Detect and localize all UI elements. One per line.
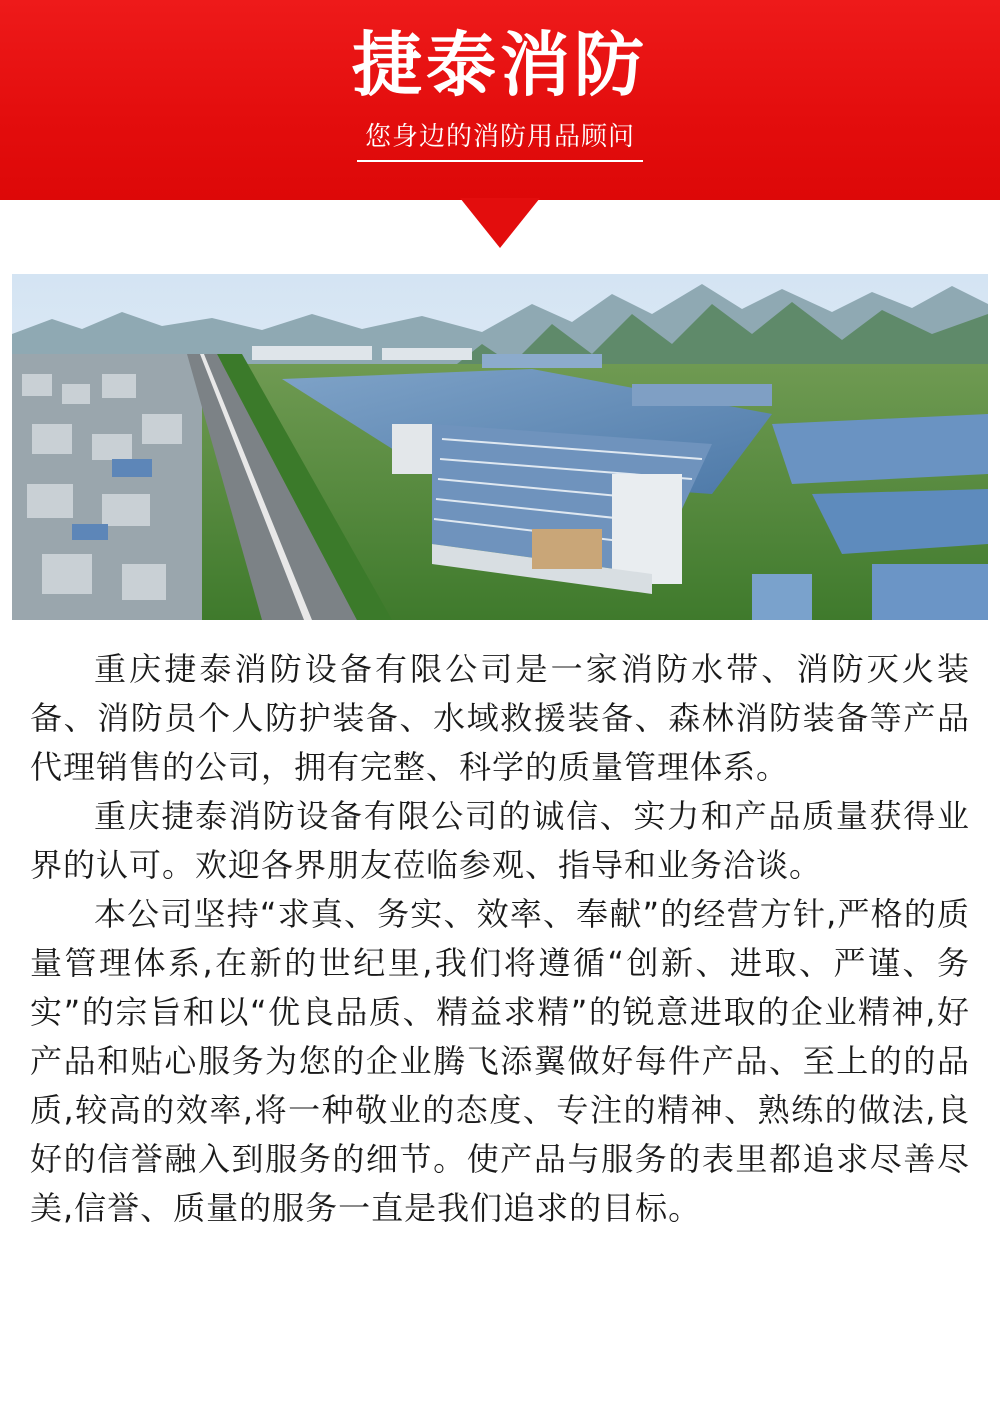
header-pointer-triangle [460,198,540,248]
tagline-wrap [0,118,1000,162]
photo-illustration [12,274,988,620]
company-intro [30,645,970,1233]
intro-paragraph: 重庆捷泰消防设备有限公司的诚信、实力和产品质量获得业界的认可。欢迎各界朋友莅临参观、指导和业务洽谈。 [30,797,970,884]
intro-paragraph: 重庆捷泰消防设备有限公司是一家消防水带、消防灭火装备、消防员个人防护装备、水域救援装备、森林消防装备等产品代理销售的公司，拥有完整、科学的质量管理体系。 [30,650,970,786]
tagline: 您身边的消防用品顾问 [357,118,643,162]
header-banner [0,0,1000,200]
brand-title: 捷泰消防 [352,24,648,106]
intro-paragraph: 本公司坚持“求真、务实、效率、奉献”的经营方针,严格的质量管理体系,在新的世纪里,我们将遵循“创新、进取、严谨、务实”的宗旨和以“优良品质、精益求精”的锐意进取的企业精神,好产品和贴心服务为您的企业腾飞添翼做好每件产品、至上的的品质,较高的效率,将一种敬业的态度、专注的精神、熟练的做法,良好的信誉融入到服务的细节。使产品与服务的表里都追求尽善尽美,信誉、质量的服务一直是我们追求的目标。 [30,895,970,1227]
aerial-factory-photo [12,274,988,620]
